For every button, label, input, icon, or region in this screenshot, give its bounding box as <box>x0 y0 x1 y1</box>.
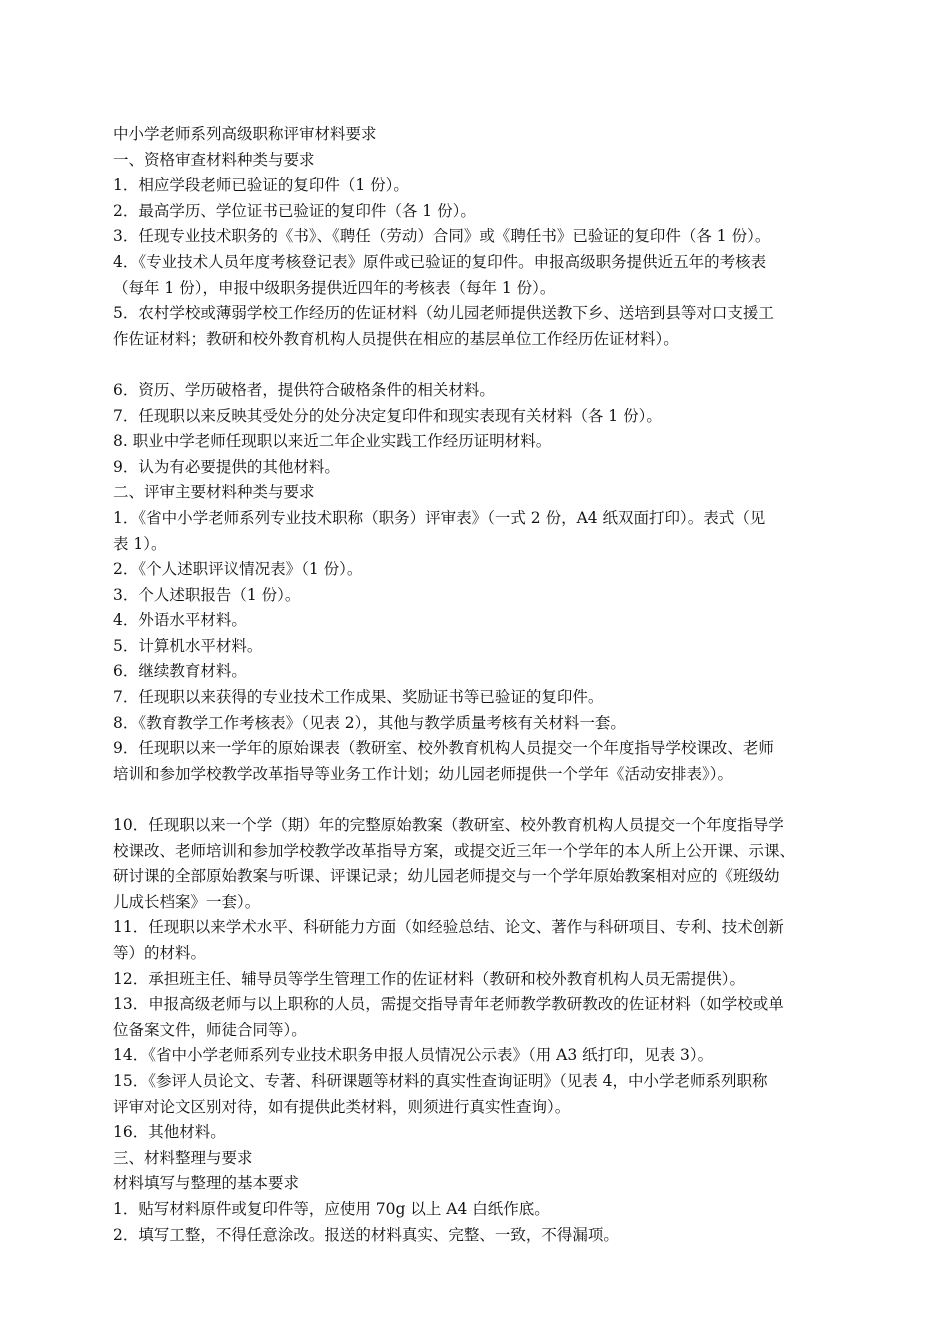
section-heading: 二、评审主要材料种类与要求 <box>113 483 315 502</box>
list-item: 研讨课的全部原始教案与听课、评课记录；幼儿园老师提交与一个学年原始教案相对应的《班级幼 <box>113 867 780 886</box>
blank-line <box>113 787 843 813</box>
section2-list <box>113 506 843 1146</box>
list-item: 表 1）。 <box>113 534 167 553</box>
list-item: 6．继续教育材料。 <box>113 662 247 681</box>
list-item: 儿成长档案》一套）。 <box>113 892 261 911</box>
list-item: 9．任现职以来一学年的原始课表（教研室、校外教育机构人员提交一个年度指导学校课改、老师 <box>113 739 774 758</box>
document-page <box>113 122 843 1248</box>
list-item: 9．认为有必要提供的其他材料。 <box>113 457 340 476</box>
list-item: 6．资历、学历破格者，提供符合破格条件的相关材料。 <box>113 380 495 399</box>
list-item: 10．任现职以来一个学（期）年的完整原始教案（教研室、校外教育机构人员提交一个年度指导学 <box>113 816 784 835</box>
list-item: 等）的材料。 <box>113 944 207 962</box>
list-item: 2．最高学历、学位证书已验证的复印件（各 1 份）。 <box>113 201 476 220</box>
list-item: 12．承担班主任、辅导员等学生管理工作的佐证材料（教研和校外教育机构人员无需提供）。 <box>113 969 745 988</box>
list-item: 2．填写工整，不得任意涂改。报送的材料真实、完整、一致，不得漏项。 <box>113 1225 619 1244</box>
list-item: 3．任现专业技术职务的《书》、《聘任（劳动）合同》或《聘任书》已验证的复印件（各 1 份）。 <box>113 227 771 246</box>
list-item: 4．《专业技术人员年度考核登记表》原件或已验证的复印件。申报高级职务提供近五年的考核表 <box>113 252 767 271</box>
section3-list <box>113 1197 843 1248</box>
document-title: 中小学老师系列高级职称评审材料要求 <box>113 125 377 143</box>
list-item: 5．计算机水平材料。 <box>113 636 263 655</box>
list-item: 16．其他材料。 <box>113 1123 226 1142</box>
section-heading: 三、材料整理与要求 <box>113 1148 253 1167</box>
list-item: 11．任现职以来学术水平、科研能力方面（如经验总结、论文、著作与科研项目、专利、技术创新 <box>113 918 784 937</box>
list-item: （每年 1 份），申报中级职务提供近四年的考核表（每年 1 份）。 <box>113 278 556 297</box>
list-item: 13．申报高级老师与以上职称的人员，需提交指导青年老师教学教研教改的佐证材料（如学校或单 <box>113 995 784 1014</box>
list-item: 15．《参评人员论文、专著、科研课题等材料的真实性查询证明》（见表 4，中小学老师系列职称 <box>113 1071 768 1090</box>
list-item: 4．外语水平材料。 <box>113 611 247 630</box>
list-item: 1．《省中小学老师系列专业技术职称（职务）评审表》（一式 2 份，A4 纸双面打印）。表式（见 <box>113 508 766 527</box>
blank-line <box>113 352 843 378</box>
list-item: 14．《省中小学老师系列专业技术职务申报人员情况公示表》（用 A3 纸打印，见表 3）。 <box>113 1046 714 1065</box>
section1-list <box>113 173 843 480</box>
list-item: 8. 职业中学老师任现职以来近二年企业实践工作经历证明材料。 <box>113 432 552 451</box>
list-item: 评审对论文区别对待，如有提供此类材料，则须进行真实性查询）。 <box>113 1097 571 1116</box>
list-item: 作佐证材料；教研和校外教育机构人员提供在相应的基层单位工作经历佐证材料）。 <box>113 329 679 348</box>
list-item: 培训和参加学校教学改革指导等业务工作计划；幼儿园老师提供一个学年《活动安排表》）。 <box>113 764 734 783</box>
list-item: 8．《教育教学工作考核表》（见表 2），其他与教学质量考核有关材料一套。 <box>113 713 626 732</box>
list-item: 1．贴写材料原件或复印件等，应使用 70g 以上 A4 白纸作底。 <box>113 1199 550 1218</box>
list-item: 5．农村学校或薄弱学校工作经历的佐证材料（幼儿园老师提供送教下乡、送培到县等对口支援工 <box>113 304 774 323</box>
list-item: 2．《个人述职评议情况表》（1 份）。 <box>113 560 363 579</box>
list-item: 位备案文件，师徒合同等）。 <box>113 1020 307 1039</box>
list-item: 7．任现职以来反映其受处分的处分决定复印件和现实表现有关材料（各 1 份）。 <box>113 406 662 425</box>
list-item: 校课改、老师培训和参加学校教学改革指导方案，或提交近三年一个学年的本人所上公开课、示课、 <box>113 841 796 860</box>
list-item: 1．相应学段老师已验证的复印件（1 份）。 <box>113 176 409 195</box>
list-item: 7．任现职以来获得的专业技术工作成果、奖励证书等已验证的复印件。 <box>113 688 604 707</box>
section-heading: 一、资格审查材料种类与要求 <box>113 150 315 169</box>
list-item: 3．个人述职报告（1 份）。 <box>113 585 301 604</box>
section-subheading: 材料填写与整理的基本要求 <box>113 1174 300 1193</box>
